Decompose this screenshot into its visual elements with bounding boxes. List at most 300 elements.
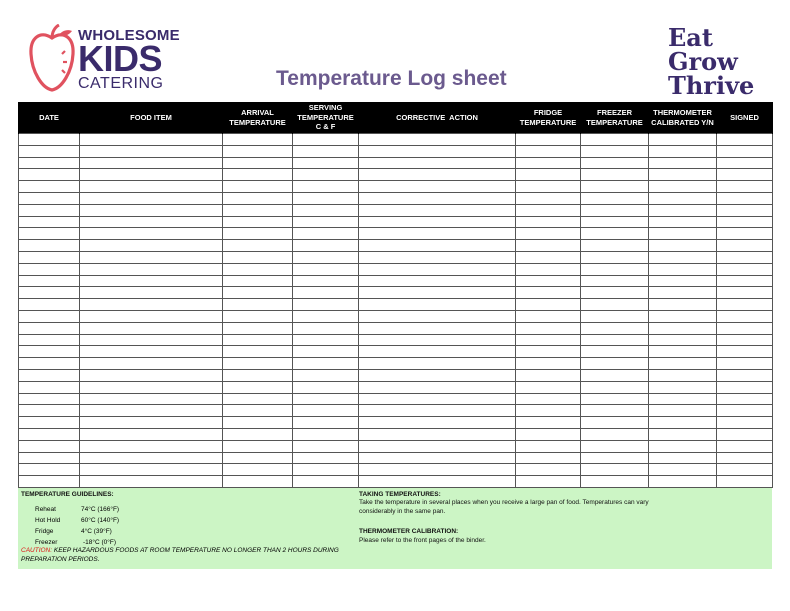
table-cell[interactable] <box>359 192 516 204</box>
table-cell[interactable] <box>516 346 581 358</box>
table-cell[interactable] <box>293 381 359 393</box>
table-cell[interactable] <box>717 428 773 440</box>
table-cell[interactable] <box>649 369 717 381</box>
table-cell[interactable] <box>581 405 649 417</box>
table-cell[interactable] <box>516 358 581 370</box>
table-cell[interactable] <box>649 181 717 193</box>
table-cell[interactable] <box>80 263 223 275</box>
table-cell[interactable] <box>717 228 773 240</box>
table-cell[interactable] <box>581 369 649 381</box>
table-row <box>19 440 773 452</box>
table-cell[interactable] <box>581 240 649 252</box>
table-cell[interactable] <box>293 334 359 346</box>
table-cell[interactable] <box>293 405 359 417</box>
taking-temperatures-text: Take the temperature in several places when you receive a large pan of food. Temperatures can vary considerably in the same pan. <box>359 499 649 515</box>
table-cell[interactable] <box>80 440 223 452</box>
table-cell[interactable] <box>80 181 223 193</box>
table-cell[interactable] <box>717 417 773 429</box>
table-cell[interactable] <box>80 145 223 157</box>
table-cell[interactable] <box>359 263 516 275</box>
table-row <box>19 134 773 146</box>
table-cell[interactable] <box>19 346 80 358</box>
table-cell[interactable] <box>649 192 717 204</box>
table-cell[interactable] <box>80 240 223 252</box>
table-cell[interactable] <box>581 322 649 334</box>
table-cell[interactable] <box>516 299 581 311</box>
table-cell[interactable] <box>223 204 293 216</box>
table-cell[interactable] <box>717 275 773 287</box>
table-cell[interactable] <box>717 464 773 476</box>
table-cell[interactable] <box>516 440 581 452</box>
table-cell[interactable] <box>516 216 581 228</box>
table-row <box>19 428 773 440</box>
table-cell[interactable] <box>80 310 223 322</box>
table-row <box>19 145 773 157</box>
table-cell[interactable] <box>516 240 581 252</box>
table-cell[interactable] <box>80 169 223 181</box>
table-cell[interactable] <box>649 417 717 429</box>
table-cell[interactable] <box>293 251 359 263</box>
table-cell[interactable] <box>19 428 80 440</box>
table-cell[interactable] <box>516 381 581 393</box>
table-cell[interactable] <box>293 310 359 322</box>
table-cell[interactable] <box>80 358 223 370</box>
table-cell[interactable] <box>19 145 80 157</box>
table-cell[interactable] <box>359 169 516 181</box>
table-cell[interactable] <box>649 299 717 311</box>
table-cell[interactable] <box>516 452 581 464</box>
table-cell[interactable] <box>717 381 773 393</box>
table-cell[interactable] <box>223 287 293 299</box>
table-cell[interactable] <box>293 240 359 252</box>
table-cell[interactable] <box>223 134 293 146</box>
table-cell[interactable] <box>223 381 293 393</box>
table-cell[interactable] <box>223 393 293 405</box>
table-cell[interactable] <box>293 440 359 452</box>
table-cell[interactable] <box>717 334 773 346</box>
table-cell[interactable] <box>717 369 773 381</box>
header-corrective-action: CORRECTIVE ACTION <box>359 102 516 134</box>
table-cell[interactable] <box>581 157 649 169</box>
table-cell[interactable] <box>80 393 223 405</box>
table-cell[interactable] <box>581 464 649 476</box>
guideline-label: Reheat <box>35 506 56 513</box>
table-cell[interactable] <box>293 134 359 146</box>
taking-temperatures-heading: TAKING TEMPERATURES: <box>359 491 441 498</box>
table-cell[interactable] <box>223 263 293 275</box>
table-cell[interactable] <box>359 405 516 417</box>
table-cell[interactable] <box>581 169 649 181</box>
table-cell[interactable] <box>717 263 773 275</box>
table-cell[interactable] <box>293 452 359 464</box>
table-cell[interactable] <box>359 310 516 322</box>
table-cell[interactable] <box>359 440 516 452</box>
table-cell[interactable] <box>649 287 717 299</box>
table-cell[interactable] <box>19 216 80 228</box>
table-cell[interactable] <box>516 157 581 169</box>
table-cell[interactable] <box>516 228 581 240</box>
caution-text: KEEP HAZARDOUS FOODS AT ROOM TEMPERATURE NO LONGER THAN 2 HOURS DURING PREPARATION PERIODS. <box>21 547 339 563</box>
header-arrival-temperature: ARRIVAL TEMPERATURE <box>223 102 293 134</box>
table-cell[interactable] <box>293 287 359 299</box>
table-cell[interactable] <box>359 287 516 299</box>
table-cell[interactable] <box>223 358 293 370</box>
table-cell[interactable] <box>717 299 773 311</box>
table-cell[interactable] <box>581 251 649 263</box>
table-cell[interactable] <box>293 169 359 181</box>
table-cell[interactable] <box>581 145 649 157</box>
table-cell[interactable] <box>359 334 516 346</box>
table-cell[interactable] <box>516 287 581 299</box>
table-cell[interactable] <box>293 204 359 216</box>
table-cell[interactable] <box>80 476 223 488</box>
table-cell[interactable] <box>516 322 581 334</box>
table-cell[interactable] <box>223 476 293 488</box>
table-cell[interactable] <box>359 299 516 311</box>
table-cell[interactable] <box>516 275 581 287</box>
table-cell[interactable] <box>717 322 773 334</box>
table-cell[interactable] <box>19 275 80 287</box>
table-cell[interactable] <box>19 464 80 476</box>
table-cell[interactable] <box>717 216 773 228</box>
table-cell[interactable] <box>649 228 717 240</box>
table-cell[interactable] <box>293 299 359 311</box>
calibration-text: Please refer to the front pages of the binder. <box>359 537 486 544</box>
table-cell[interactable] <box>581 263 649 275</box>
table-row <box>19 216 773 228</box>
table-cell[interactable] <box>717 204 773 216</box>
table-cell[interactable] <box>717 240 773 252</box>
table-cell[interactable] <box>293 464 359 476</box>
table-cell[interactable] <box>359 476 516 488</box>
table-cell[interactable] <box>293 263 359 275</box>
table-cell[interactable] <box>516 417 581 429</box>
table-cell[interactable] <box>293 393 359 405</box>
table-cell[interactable] <box>359 452 516 464</box>
table-cell[interactable] <box>19 369 80 381</box>
table-cell[interactable] <box>516 192 581 204</box>
table-cell[interactable] <box>359 228 516 240</box>
table-cell[interactable] <box>649 157 717 169</box>
table-cell[interactable] <box>717 157 773 169</box>
table-cell[interactable] <box>649 204 717 216</box>
table-cell[interactable] <box>359 216 516 228</box>
table-cell[interactable] <box>19 157 80 169</box>
table-cell[interactable] <box>19 299 80 311</box>
table-cell[interactable] <box>223 369 293 381</box>
table-cell[interactable] <box>223 192 293 204</box>
table-cell[interactable] <box>717 134 773 146</box>
table-cell[interactable] <box>293 369 359 381</box>
table-cell[interactable] <box>80 369 223 381</box>
table-cell[interactable] <box>649 251 717 263</box>
table-cell[interactable] <box>19 228 80 240</box>
table-cell[interactable] <box>516 464 581 476</box>
table-cell[interactable] <box>717 393 773 405</box>
table-cell[interactable] <box>516 393 581 405</box>
table-cell[interactable] <box>649 381 717 393</box>
table-cell[interactable] <box>80 192 223 204</box>
table-cell[interactable] <box>19 251 80 263</box>
table-cell[interactable] <box>581 134 649 146</box>
table-cell[interactable] <box>223 405 293 417</box>
table-cell[interactable] <box>80 428 223 440</box>
table-cell[interactable] <box>649 346 717 358</box>
table-cell[interactable] <box>649 452 717 464</box>
table-cell[interactable] <box>359 428 516 440</box>
table-cell[interactable] <box>359 346 516 358</box>
table-cell[interactable] <box>359 145 516 157</box>
table-cell[interactable] <box>293 216 359 228</box>
table-cell[interactable] <box>516 405 581 417</box>
table-cell[interactable] <box>223 299 293 311</box>
table-cell[interactable] <box>717 181 773 193</box>
table-cell[interactable] <box>717 358 773 370</box>
table-row <box>19 334 773 346</box>
table-cell[interactable] <box>19 476 80 488</box>
table-cell[interactable] <box>223 181 293 193</box>
table-cell[interactable] <box>649 134 717 146</box>
table-cell[interactable] <box>717 192 773 204</box>
table-cell[interactable] <box>359 381 516 393</box>
table-cell[interactable] <box>80 134 223 146</box>
table-cell[interactable] <box>293 322 359 334</box>
table-cell[interactable] <box>80 228 223 240</box>
table-cell[interactable] <box>581 440 649 452</box>
table-cell[interactable] <box>80 275 223 287</box>
table-cell[interactable] <box>80 251 223 263</box>
table-cell[interactable] <box>19 381 80 393</box>
table-cell[interactable] <box>359 393 516 405</box>
table-cell[interactable] <box>293 275 359 287</box>
table-cell[interactable] <box>649 464 717 476</box>
table-cell[interactable] <box>359 464 516 476</box>
table-cell[interactable] <box>516 181 581 193</box>
guideline-label: Freezer <box>35 539 58 546</box>
table-cell[interactable] <box>581 275 649 287</box>
header-fridge-temperature: FRIDGE TEMPERATURE <box>516 102 581 134</box>
table-cell[interactable] <box>293 157 359 169</box>
table-cell[interactable] <box>223 334 293 346</box>
table-cell[interactable] <box>649 275 717 287</box>
table-cell[interactable] <box>223 310 293 322</box>
table-cell[interactable] <box>293 181 359 193</box>
table-cell[interactable] <box>516 263 581 275</box>
table-cell[interactable] <box>649 216 717 228</box>
table-cell[interactable] <box>359 369 516 381</box>
table-row <box>19 322 773 334</box>
table-cell[interactable] <box>19 322 80 334</box>
table-cell[interactable] <box>80 405 223 417</box>
table-cell[interactable] <box>359 358 516 370</box>
table-cell[interactable] <box>293 428 359 440</box>
table-cell[interactable] <box>359 417 516 429</box>
table-cell[interactable] <box>649 440 717 452</box>
table-cell[interactable] <box>19 334 80 346</box>
table-cell[interactable] <box>516 369 581 381</box>
table-cell[interactable] <box>80 417 223 429</box>
table-cell[interactable] <box>223 428 293 440</box>
table-cell[interactable] <box>581 452 649 464</box>
table-cell[interactable] <box>649 169 717 181</box>
table-cell[interactable] <box>293 228 359 240</box>
table-cell[interactable] <box>649 393 717 405</box>
guideline-value: 4°C (39°F) <box>81 528 112 535</box>
table-cell[interactable] <box>359 204 516 216</box>
table-cell[interactable] <box>19 263 80 275</box>
table-cell[interactable] <box>516 476 581 488</box>
table-cell[interactable] <box>581 192 649 204</box>
table-cell[interactable] <box>223 440 293 452</box>
table-cell[interactable] <box>223 240 293 252</box>
table-cell[interactable] <box>516 169 581 181</box>
tagline-thrive: Thrive <box>668 71 755 100</box>
table-cell[interactable] <box>581 417 649 429</box>
table-cell[interactable] <box>717 169 773 181</box>
table-cell[interactable] <box>223 251 293 263</box>
table-cell[interactable] <box>649 240 717 252</box>
table-cell[interactable] <box>19 393 80 405</box>
table-cell[interactable] <box>516 145 581 157</box>
table-cell[interactable] <box>649 428 717 440</box>
table-cell[interactable] <box>80 216 223 228</box>
table-cell[interactable] <box>80 287 223 299</box>
table-cell[interactable] <box>717 346 773 358</box>
table-cell[interactable] <box>581 381 649 393</box>
table-cell[interactable] <box>581 334 649 346</box>
table-cell[interactable] <box>223 228 293 240</box>
table-cell[interactable] <box>359 275 516 287</box>
page-title: Temperature Log sheet <box>276 67 507 90</box>
table-cell[interactable] <box>19 192 80 204</box>
header-freezer-temperature: FREEZER TEMPERATURE <box>581 102 649 134</box>
table-cell[interactable] <box>223 216 293 228</box>
table-header-row <box>19 102 773 134</box>
table-cell[interactable] <box>649 405 717 417</box>
table-cell[interactable] <box>717 452 773 464</box>
table-cell[interactable] <box>80 157 223 169</box>
table-cell[interactable] <box>223 417 293 429</box>
table-row <box>19 263 773 275</box>
table-cell[interactable] <box>717 310 773 322</box>
table-cell[interactable] <box>649 322 717 334</box>
table-cell[interactable] <box>516 134 581 146</box>
table-cell[interactable] <box>293 346 359 358</box>
table-cell[interactable] <box>581 299 649 311</box>
table-cell[interactable] <box>19 358 80 370</box>
header-thermometer-calibrated: THERMOMETER CALIBRATED Y/N <box>649 102 717 134</box>
table-cell[interactable] <box>516 251 581 263</box>
table-cell[interactable] <box>717 145 773 157</box>
table-cell[interactable] <box>80 346 223 358</box>
table-cell[interactable] <box>293 476 359 488</box>
table-cell[interactable] <box>717 287 773 299</box>
table-cell[interactable] <box>516 310 581 322</box>
table-cell[interactable] <box>80 452 223 464</box>
table-cell[interactable] <box>649 476 717 488</box>
table-cell[interactable] <box>581 428 649 440</box>
table-cell[interactable] <box>80 322 223 334</box>
table-cell[interactable] <box>717 476 773 488</box>
table-cell[interactable] <box>80 464 223 476</box>
table-cell[interactable] <box>80 299 223 311</box>
table-cell[interactable] <box>80 334 223 346</box>
table-cell[interactable] <box>19 452 80 464</box>
table-cell[interactable] <box>581 228 649 240</box>
table-cell[interactable] <box>581 346 649 358</box>
table-cell[interactable] <box>516 204 581 216</box>
table-cell[interactable] <box>293 417 359 429</box>
table-cell[interactable] <box>581 393 649 405</box>
table-cell[interactable] <box>516 334 581 346</box>
table-cell[interactable] <box>581 204 649 216</box>
table-cell[interactable] <box>223 346 293 358</box>
table-cell[interactable] <box>223 452 293 464</box>
table-cell[interactable] <box>649 358 717 370</box>
table-cell[interactable] <box>649 310 717 322</box>
table-row <box>19 275 773 287</box>
table-cell[interactable] <box>80 381 223 393</box>
table-cell[interactable] <box>359 322 516 334</box>
table-cell[interactable] <box>649 263 717 275</box>
table-cell[interactable] <box>19 405 80 417</box>
table-cell[interactable] <box>359 134 516 146</box>
table-cell[interactable] <box>581 358 649 370</box>
table-cell[interactable] <box>223 275 293 287</box>
table-cell[interactable] <box>19 440 80 452</box>
table-cell[interactable] <box>19 417 80 429</box>
table-cell[interactable] <box>19 169 80 181</box>
table-cell[interactable] <box>581 287 649 299</box>
table-cell[interactable] <box>581 310 649 322</box>
table-cell[interactable] <box>649 334 717 346</box>
table-cell[interactable] <box>293 145 359 157</box>
table-cell[interactable] <box>359 181 516 193</box>
table-cell[interactable] <box>19 204 80 216</box>
table-row <box>19 346 773 358</box>
table-cell[interactable] <box>223 322 293 334</box>
table-cell[interactable] <box>581 476 649 488</box>
table-cell[interactable] <box>359 157 516 169</box>
table-cell[interactable] <box>223 157 293 169</box>
table-cell[interactable] <box>19 240 80 252</box>
table-cell[interactable] <box>19 181 80 193</box>
table-cell[interactable] <box>516 428 581 440</box>
table-cell[interactable] <box>581 216 649 228</box>
table-cell[interactable] <box>717 440 773 452</box>
header-signed: SIGNED <box>717 102 773 134</box>
table-cell[interactable] <box>223 464 293 476</box>
table-cell[interactable] <box>19 287 80 299</box>
table-cell[interactable] <box>717 251 773 263</box>
table-cell[interactable] <box>717 405 773 417</box>
table-cell[interactable] <box>223 145 293 157</box>
table-row <box>19 228 773 240</box>
table-cell[interactable] <box>581 181 649 193</box>
table-cell[interactable] <box>359 251 516 263</box>
table-cell[interactable] <box>649 145 717 157</box>
table-cell[interactable] <box>359 240 516 252</box>
table-cell[interactable] <box>19 134 80 146</box>
table-cell[interactable] <box>223 169 293 181</box>
table-cell[interactable] <box>293 358 359 370</box>
table-cell[interactable] <box>293 192 359 204</box>
table-cell[interactable] <box>80 204 223 216</box>
table-cell[interactable] <box>19 310 80 322</box>
caution-word: CAUTION: <box>21 547 53 554</box>
guidelines-panel <box>18 488 772 569</box>
guidelines-heading: TEMPERATURE GUIDELINES: <box>21 491 114 498</box>
